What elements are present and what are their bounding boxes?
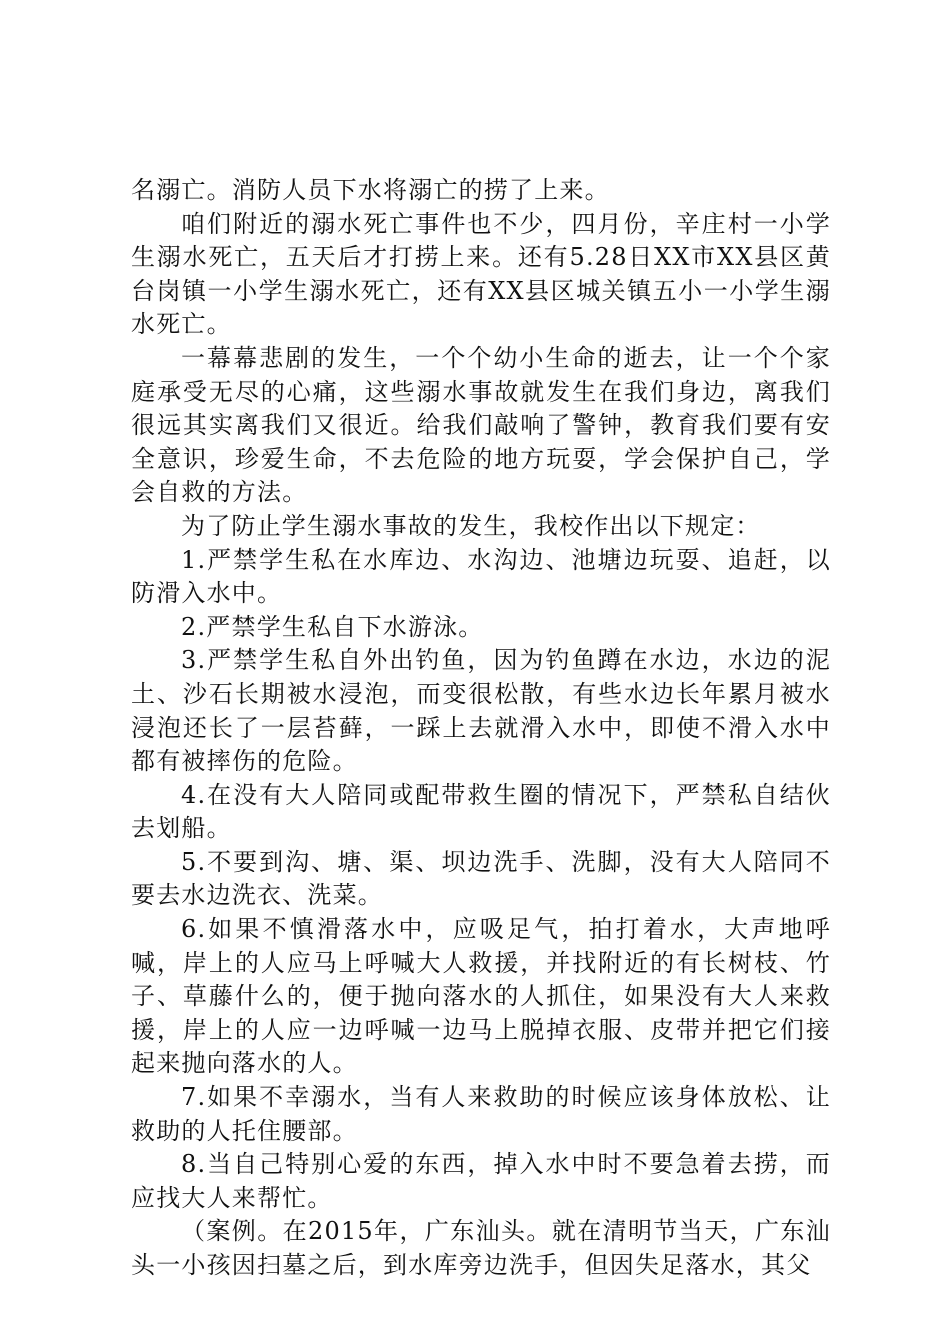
case-paragraph: （案例。在2015年，广东汕头。就在清明节当天，广东汕头一小孩因扫墓之后，到水库旁边洗手，但因失足落水，其父 bbox=[131, 1217, 831, 1279]
paragraph-4: 为了防止学生溺水事故的发生，我校作出以下规定： bbox=[181, 511, 761, 540]
rule-2: 2.严禁学生私自下水游泳。 bbox=[181, 612, 484, 641]
paragraph-2: 咱们附近的溺水死亡事件也不少，四月份，辛庄村一小学生溺水死亡，五天后才打捞上来。还有5.28日XX市XX县区黄台岗镇一小学生溺水死亡，还有XX县区城关镇五小一小学生溺水死亡。 bbox=[131, 209, 831, 339]
paragraph-3: 一幕幕悲剧的发生，一个个幼小生命的逝去，让一个个家庭承受无尽的心痛，这些溺水事故就发生在我们身边，离我们很远其实离我们又很近。给我们敲响了警钟，教育我们要有安全意识，珍爱生命，不去危险的地方玩耍，学会保护自己，学会自救的方法。 bbox=[131, 343, 831, 507]
rule-6: 6.如果不慎滑落水中，应吸足气，拍打着水，大声地呼喊，岸上的人应马上呼喊大人救援，并找附近的有长树枝、竹子、草藤什么的，便于抛向落水的人抓住，如果没有大人来救援，岸上的人应一边呼喊一边马上脱掉衣服、皮带并把它们接起来抛向落水的人。 bbox=[131, 915, 831, 1078]
rule-1: 1.严禁学生私在水库边、水沟边、池塘边玩耍、追赶，以防滑入水中。 bbox=[131, 545, 831, 608]
rule-4: 4.在没有大人陪同或配带救生圈的情况下，严禁私自结伙去划船。 bbox=[131, 780, 831, 843]
rule-7: 7.如果不幸溺水，当有人来救助的时候应该身体放松、让救助的人托住腰部。 bbox=[131, 1083, 831, 1145]
rule-3: 3.严禁学生私自外出钓鱼，因为钓鱼蹲在水边，水边的泥土、沙石长期被水浸泡，而变很松散，有些水边长年累月被水浸泡还长了一层苔藓，一踩上去就滑入水中，即使不滑入水中都有被摔伤的危险。 bbox=[131, 646, 831, 776]
document-body bbox=[131, 174, 831, 1283]
rule-8: 8.当自己特别心爱的东西，掉入水中时不要急着去捞，而应找大人来帮忙。 bbox=[131, 1150, 831, 1212]
paragraph-1: 名溺亡。消防人员下水将溺亡的捞了上来。 bbox=[131, 176, 610, 204]
rule-5: 5.不要到沟、塘、渠、坝边洗手、洗脚，没有大人陪同不要去水边洗衣、洗菜。 bbox=[131, 847, 831, 910]
